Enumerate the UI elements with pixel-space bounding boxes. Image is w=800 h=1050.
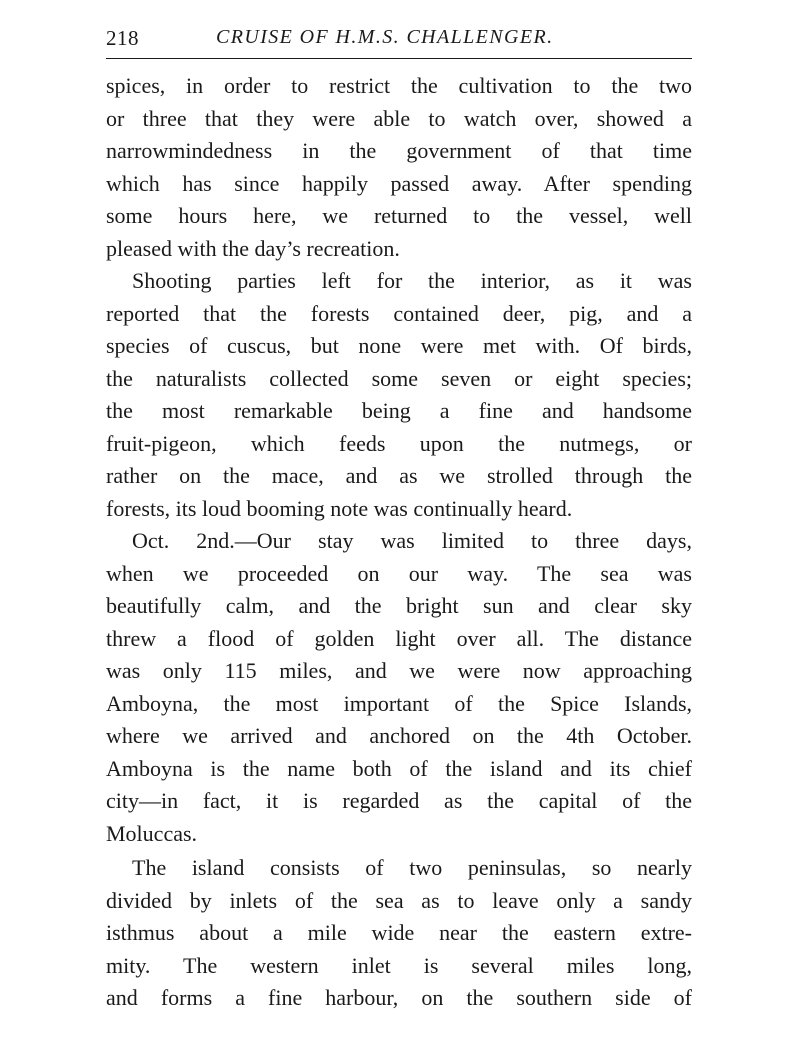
text-line: where we arrived and anchored on the 4th October.: [106, 723, 692, 748]
text-line: when we proceeded on our way. The sea was: [106, 560, 692, 586]
text-line: forests, its loud booming note was continually heard.: [106, 495, 573, 521]
text-line: fruit-pigeon, which feeds upon the nutmegs, or: [106, 430, 692, 456]
text-line: Oct. 2nd.—Our stay was limited to three days,: [132, 528, 692, 553]
text-line: isthmus about a mile wide near the eastern extre-: [106, 920, 692, 945]
text-line: or three that they were able to watch over, showed a: [106, 105, 692, 131]
header-rule: [106, 58, 692, 59]
page-number: 218: [106, 26, 139, 50]
running-title: CRUISE OF H.M.S. CHALLENGER.: [216, 26, 554, 48]
text-line: the naturalists collected some seven or eight species;: [106, 365, 692, 391]
text-line: some hours here, we returned to the vessel, well: [106, 203, 692, 228]
text-line: The island consists of two peninsulas, so nearly: [132, 855, 692, 880]
text-line: species of cuscus, but none were met with. Of birds,: [106, 333, 692, 358]
text-line: was only 115 miles, and we were now approaching: [106, 658, 692, 683]
text-line: Moluccas.: [106, 820, 198, 846]
text-line: Amboyna is the name both of the island and its chief: [106, 755, 692, 781]
text-line: reported that the forests contained deer, pig, and a: [106, 300, 692, 326]
text-line: the most remarkable being a fine and handsome: [106, 398, 692, 423]
text-line: mity. The western inlet is several miles long,: [106, 952, 692, 978]
body-text: [106, 70, 692, 1015]
text-line: and forms a fine harbour, on the southern side of: [106, 985, 692, 1010]
text-line: pleased with the day’s recreation.: [106, 235, 400, 261]
text-line: rather on the mace, and as we strolled through the: [106, 463, 692, 488]
text-line: city—in fact, it is regarded as the capital of the: [106, 788, 692, 813]
text-line: which has since happily passed away. After spending: [106, 170, 692, 196]
text-line: divided by inlets of the sea as to leave only a sandy: [106, 887, 692, 913]
text-line: threw a flood of golden light over all. The distance: [106, 625, 692, 651]
page-header: [106, 18, 692, 58]
text-line: beautifully calm, and the bright sun and clear sky: [106, 593, 692, 618]
text-line: Amboyna, the most important of the Spice Islands,: [106, 690, 692, 716]
text-line: spices, in order to restrict the cultivation to the two: [106, 73, 692, 98]
text-line: Shooting parties left for the interior, as it was: [132, 268, 692, 293]
text-line: narrowmindedness in the government of that time: [106, 138, 692, 163]
